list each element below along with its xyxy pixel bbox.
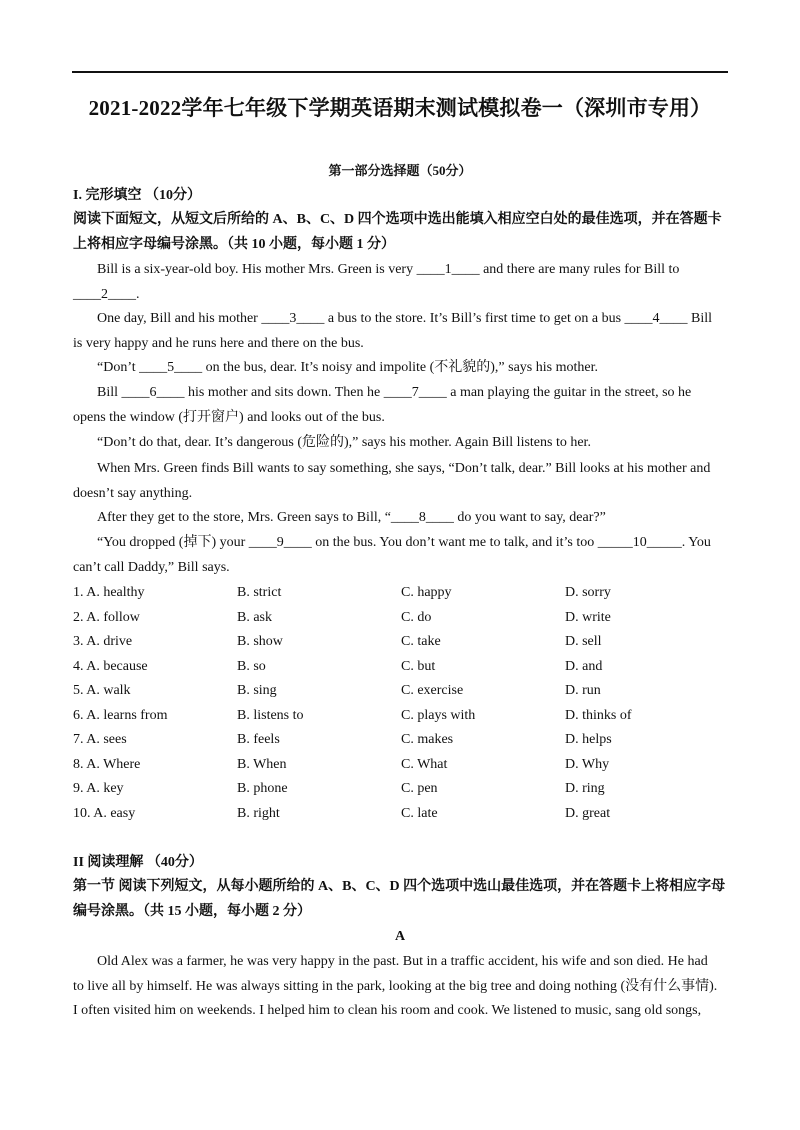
- option: 9. A. key: [73, 781, 124, 796]
- option: D. helps: [565, 732, 612, 747]
- option: B. so: [237, 658, 266, 674]
- option-row: [73, 630, 729, 655]
- option-row: [73, 753, 729, 778]
- option: B. listens to: [237, 707, 304, 723]
- option: C. exercise: [401, 683, 464, 698]
- option: D. run: [565, 683, 601, 698]
- option: 6. A. learns from: [73, 707, 168, 723]
- option: C. makes: [401, 732, 454, 747]
- option: 8. A. Where: [73, 756, 141, 772]
- option: B. show: [237, 634, 283, 649]
- option-row: [73, 704, 729, 729]
- option-row: [73, 679, 729, 704]
- option: C. late: [401, 805, 438, 821]
- cloze-paragraph-3: “Don’t ____5____ on the bus, dear. It’s noisy and impolite (不礼貌的),” says his mother.: [97, 360, 598, 375]
- option: D. and: [565, 658, 603, 674]
- option-row: [73, 581, 729, 606]
- option: C. do: [401, 609, 432, 625]
- option-row: [73, 655, 729, 680]
- option: D. thinks of: [565, 707, 632, 723]
- option: C. pen: [401, 781, 438, 796]
- cloze-paragraph-1: Bill is a six-year-old boy. His mother Mrs. Green is very ____1____ and there are many rules for Bill to ____2____.: [73, 262, 680, 302]
- option: B. right: [237, 805, 280, 821]
- option: 5. A. walk: [73, 683, 131, 698]
- option-row: [73, 777, 729, 802]
- passage-label: A: [394, 929, 406, 944]
- option: C. take: [401, 634, 441, 649]
- cloze-paragraph-2: One day, Bill and his mother ____3____ a bus to the store. It’s Bill’s first time to get on a bus ____4____ Bill is very happy and he runs here and there on the bus.: [73, 311, 713, 351]
- option: B. ask: [237, 609, 272, 625]
- part-heading: 第一部分选择题（50分）: [328, 163, 472, 178]
- option: D. sorry: [565, 585, 611, 600]
- cloze-paragraph-4: Bill ____6____ his mother and sits down. Then he ____7____ a man playing the guitar in the street, so he opens the window (打开窗户) and looks out of the bus.: [73, 385, 692, 425]
- option: 2. A. follow: [73, 609, 140, 625]
- option: B. strict: [237, 585, 282, 600]
- header-rule: [72, 71, 728, 73]
- option: D. ring: [565, 781, 605, 796]
- option: D. Why: [565, 756, 610, 772]
- option-row: [73, 802, 729, 827]
- option-row: [73, 728, 729, 753]
- option: 3. A. drive: [73, 634, 133, 649]
- section1-heading: I. 完形填空 （10分）: [73, 188, 201, 203]
- option: C. happy: [401, 585, 452, 600]
- cloze-paragraph-6: When Mrs. Green finds Bill wants to say something, she says, “Don’t talk, dear.” Bill looks at his mother and doesn’t say anything.: [73, 461, 711, 501]
- cloze-paragraph-5: “Don’t do that, dear. It’s dangerous (危险的),” says his mother. Again Bill listens to her.: [97, 435, 591, 450]
- option: D. sell: [565, 634, 602, 649]
- section1-instructions: 阅读下面短文，从短文后所给的 A、B、C、D 四个选项中选出能填入相应空白处的最佳选项，并在答题卡上将相应字母编号涂黑。（共 10 小题，每小题 1 分）: [73, 212, 722, 252]
- option: C. but: [401, 658, 436, 674]
- option: D. great: [565, 805, 611, 821]
- option: B. phone: [237, 781, 288, 796]
- option: 10. A. easy: [73, 805, 136, 821]
- option: 4. A. because: [73, 658, 148, 674]
- option: 1. A. healthy: [73, 585, 145, 600]
- cloze-options: [73, 581, 729, 826]
- option: D. write: [565, 609, 611, 625]
- section2-instructions: 第一节 阅读下列短文，从每小题所给的 A、B、C、D 四个选项中选山最佳选项，并在答题卡上将相应字母编号涂黑。（共 15 小题，每小题 2 分）: [73, 879, 726, 919]
- cloze-paragraph-7: After they get to the store, Mrs. Green says to Bill, “____8____ do you want to say, dear?”: [97, 510, 606, 525]
- option-row: [73, 606, 729, 631]
- page-title: 2021-2022学年七年级下学期英语期末测试模拟卷一（深圳市专用）: [88, 96, 712, 120]
- option: B. When: [237, 756, 287, 772]
- section2-heading: II 阅读理解 （40分）: [73, 855, 203, 870]
- option: 7. A. sees: [73, 732, 127, 747]
- option: B. sing: [237, 683, 277, 698]
- option: C. What: [401, 756, 448, 772]
- cloze-paragraph-8: “You dropped (掉下) your ____9____ on the bus. You don’t want me to talk, and it’s too _____10_____. You can’t call Daddy,” Bill says.: [73, 535, 711, 575]
- option: C. plays with: [401, 707, 476, 723]
- reading-passage-a: Old Alex was a farmer, he was very happy in the past. But in a traffic accident, his wife and son died. He had to live all by himself. He was always sitting in the park, looking at the big tree and doing nothing (没有什么事情). I often visited him on weekends. I helped him to clean his room and cook. We listened to music, sang old songs,: [73, 954, 718, 1019]
- option: B. feels: [237, 732, 280, 747]
